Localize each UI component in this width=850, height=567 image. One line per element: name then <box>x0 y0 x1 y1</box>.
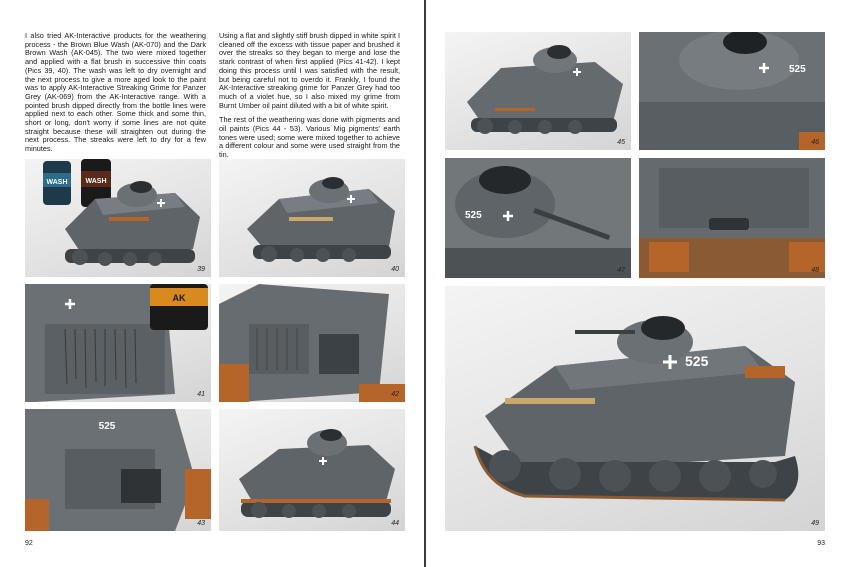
photo-49 <box>445 286 825 531</box>
photo-42 <box>219 284 405 402</box>
photo-number: 42 <box>391 391 399 398</box>
svg-text:AK: AK <box>172 293 186 303</box>
svg-text:525: 525 <box>465 210 482 221</box>
photo-40 <box>219 159 405 277</box>
photo-45 <box>445 32 631 150</box>
page-number-left: 92 <box>25 540 33 547</box>
turret-closeup-illustration <box>639 32 825 150</box>
text-column-2 <box>219 32 400 166</box>
engine-deck-illustration <box>639 158 825 278</box>
tank-hero-shot-illustration <box>445 286 825 531</box>
rear-hull-illustration <box>219 284 405 402</box>
photo-number: 48 <box>811 267 819 274</box>
photo-44 <box>219 409 405 531</box>
svg-text:525: 525 <box>789 64 806 75</box>
photo-number: 47 <box>617 267 625 274</box>
photo-47 <box>445 158 631 278</box>
tank-front-illustration <box>219 409 405 531</box>
tank-side-illustration <box>219 159 405 277</box>
photo-number: 39 <box>197 266 205 273</box>
svg-text:WASH: WASH <box>85 178 107 185</box>
photo-number: 45 <box>617 139 625 146</box>
svg-text:525: 525 <box>98 421 116 432</box>
right-page <box>426 0 850 567</box>
photo-48 <box>639 158 825 278</box>
paragraph-2: Using a flat and slightly stiff brush dipped in white spirit I cleaned off the excess with tissue paper and brushed it over the streaks so they began to merge and lose the stark contrast of when first applied (Pics 41-42). I kept doing this process until I was satisfied with the result, but being careful not to overdo it. Frankly, I found the AK-Interactive streaking grime for Panzer Grey had too much of a violet hue, so I also mixed my grime from Burnt Umber oil paint diluted with a bit of white spirit. <box>219 31 400 110</box>
photo-39 <box>25 159 211 277</box>
paragraph-3: The rest of the weathering was done with pigments and oil paints (Pics 44 - 53). Various Mig pigments' earth tones were used; some were mixed together to achieve a different colour and some were used straight from the tin. <box>219 115 400 160</box>
photo-number: 43 <box>197 520 205 527</box>
tank-with-bottles-illustration <box>25 159 211 277</box>
paragraph-1: I also tried AK-Interactive products for the weathering process - the Brown Blue Wash (AK-070) and the Dark Brown Wash (AK-045). The two were mixed together and applied with a flat brush in successive thin coats (Pics 39, 40). The wash was left to dry overnight and the next process to give a more aged look to the paint was to apply AK-Interactive Streaking Grime for Panzer Grey (AK-069) from the AK-Interactive range. With a pointed brush dipped directly from the bottle lines were applied next to each other. Some thick and some thin, short or long, don't worry if some lines are not quite straight because these will straighten out during the next process. The streaks were left to dry for a few minutes. <box>25 31 206 154</box>
photo-number: 49 <box>811 520 819 527</box>
tank-three-quarter-illustration <box>445 32 631 150</box>
photo-46 <box>639 32 825 150</box>
turret-side-illustration <box>445 158 631 278</box>
page-number-right: 93 <box>817 540 825 547</box>
photo-43 <box>25 409 211 531</box>
rear-deck-streaks-illustration <box>25 284 211 402</box>
photo-number: 40 <box>391 266 399 273</box>
text-column-1 <box>25 32 206 160</box>
rear-detail-illustration <box>25 409 211 531</box>
photo-number: 41 <box>197 391 205 398</box>
svg-text:525: 525 <box>685 353 709 369</box>
photo-41 <box>25 284 211 402</box>
photo-number: 46 <box>811 139 819 146</box>
left-page <box>0 0 424 567</box>
photo-number: 44 <box>391 520 399 527</box>
svg-text:WASH: WASH <box>46 179 68 186</box>
